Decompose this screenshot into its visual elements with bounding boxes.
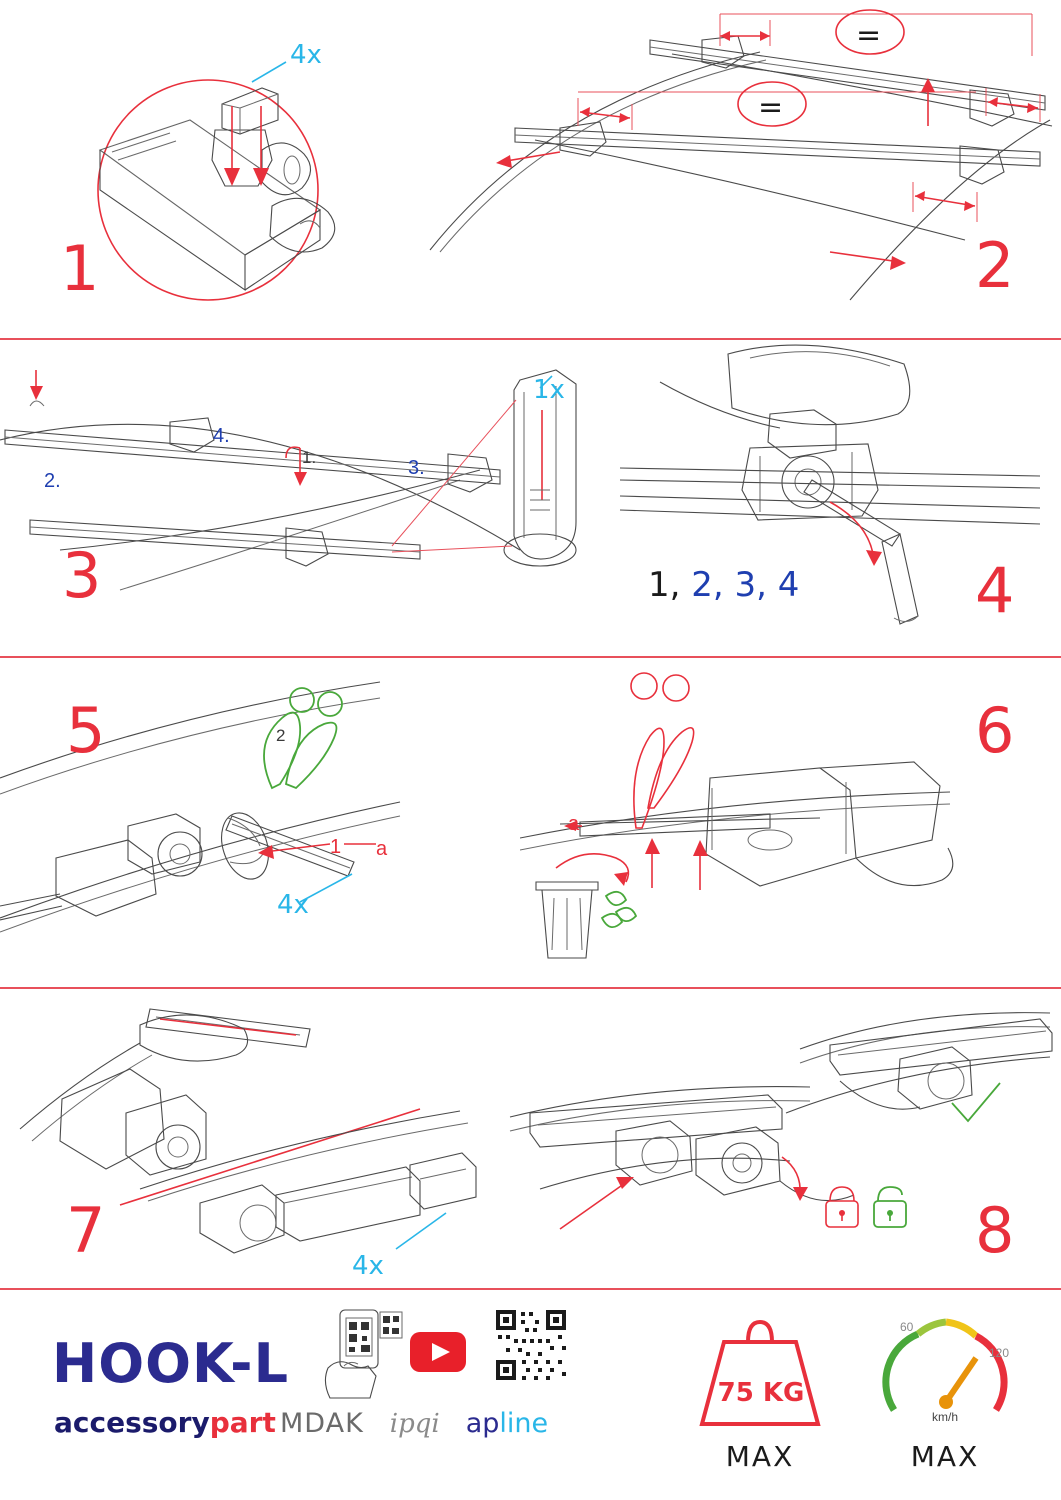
step-8-number: 8: [975, 1194, 1016, 1267]
max-load-value: 75 KG: [717, 1378, 805, 1408]
step-3-panel: [0, 340, 600, 656]
step-6-number: 6: [975, 694, 1016, 767]
step-1-number: 1: [60, 232, 101, 305]
step-6-label-a: a: [568, 813, 580, 835]
step-5-label-a: a: [376, 838, 388, 860]
step-3-order-3: 3.: [408, 457, 425, 479]
step-7-quantity: 4x: [352, 1251, 384, 1281]
step-2-equal-sign-1: =: [856, 18, 882, 53]
brand-tagline: [54, 1406, 276, 1439]
brand-tagline-part: part: [209, 1406, 276, 1439]
step-2-number: 2: [975, 229, 1016, 302]
step-3-number: 3: [62, 539, 103, 612]
step-4-seq-1: 1,: [648, 565, 681, 605]
step-8-panel: [500, 989, 1061, 1288]
logo-apline-ap: ap: [465, 1408, 500, 1439]
phone-qr-scan-icon: [318, 1308, 404, 1400]
step-5-number: 5: [66, 694, 107, 767]
partner-logos: [280, 1408, 548, 1439]
step-3-order-2: 2.: [44, 470, 61, 492]
step-5-order-1: 1: [330, 836, 342, 858]
step-2-equal-sign-2: =: [758, 90, 784, 125]
weight-icon: [690, 1306, 830, 1432]
logo-mdak: MDAK: [280, 1408, 364, 1439]
logo-apline: [466, 1408, 548, 1439]
youtube-icon[interactable]: [410, 1332, 466, 1372]
step-1-panel: [0, 0, 420, 338]
step-6-panel: [520, 658, 1061, 987]
logo-apline-line: line: [499, 1408, 549, 1439]
speed-tick-high: 120: [989, 1346, 1010, 1360]
brand-tagline-accessory: accessory: [54, 1406, 210, 1439]
step-3-order-1: 1.: [302, 448, 317, 467]
qr-code: [494, 1308, 568, 1382]
logo-ipqi: ipqi: [389, 1409, 440, 1439]
max-load-label: MAX: [725, 1440, 795, 1473]
step-1-quantity: 4x: [290, 40, 322, 70]
step-3-quantity: 1x: [533, 375, 565, 405]
step-4-sequence: [648, 565, 799, 605]
step-4-panel: [600, 340, 1061, 656]
step-5-panel: [0, 658, 520, 987]
step-4-seq-3: 3,: [734, 565, 767, 605]
step-4-seq-2: 2,: [691, 565, 724, 605]
step-2-illustration: [420, 0, 1061, 338]
step-2-panel: [420, 0, 1061, 338]
step-4-seq-4: 4: [777, 565, 800, 605]
step-4-number: 4: [975, 554, 1016, 627]
step-7-panel: [0, 989, 500, 1288]
step-7-number: 7: [66, 1194, 107, 1267]
footer: [0, 1290, 1061, 1500]
step-5-order-2: 2: [276, 726, 286, 745]
step-3-order-4: 4.: [213, 425, 230, 447]
speed-tick-low: 60: [900, 1320, 914, 1334]
product-name: HOOK-L: [52, 1332, 289, 1395]
step-5-quantity: 4x: [277, 890, 309, 920]
speed-unit: km/h: [931, 1410, 958, 1424]
max-speed-label: MAX: [910, 1440, 980, 1473]
